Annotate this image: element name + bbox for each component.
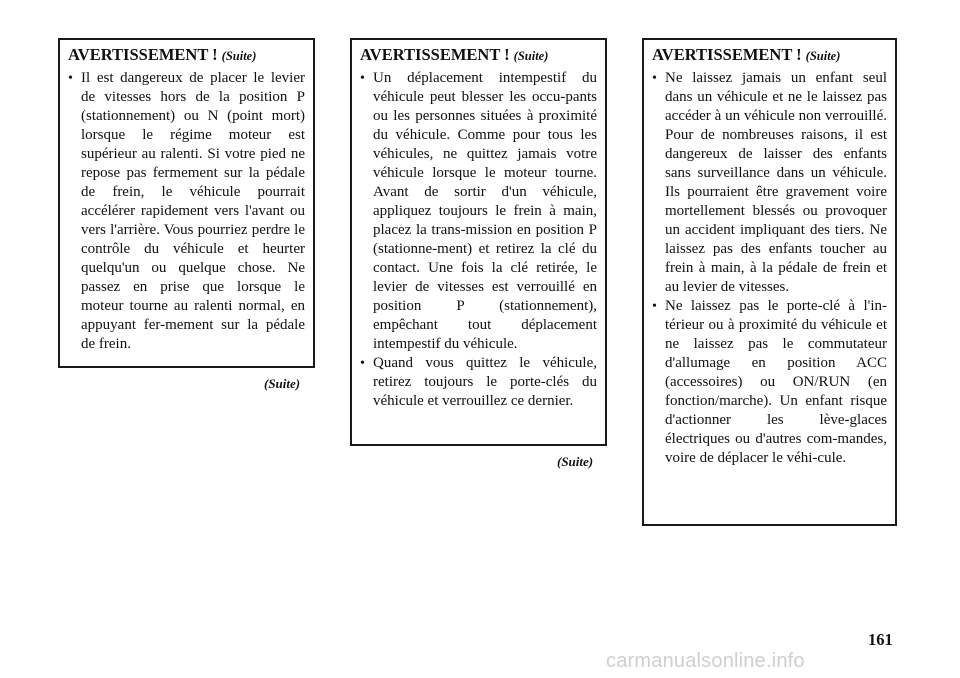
warning-item: • Un déplacement intempestif du véhicule peut blesser les occu-pants ou les personnes situées à proximité du véhicule. Comme pour tous les véhicules, ne quittez jamais votre véhicule lorsque le moteur tourne. Avant de sortir d'un véhicule, appliquez toujours le frein à main, placez la trans-mission en position P (stationne-ment) et retirez la clé du contact. Une fois la clé retirée, le levier de vitesses est verrouillé en position P (stationnement), empêchant tout déplacement intempestif du véhicule. [360, 69, 597, 354]
continued-label: (Suite) [221, 49, 257, 63]
warning-title: AVERTISSEMENT ! [68, 45, 218, 64]
warning-header [652, 44, 887, 67]
watermark: carmanualsonline.info [606, 650, 805, 672]
continued-footer: (Suite) [557, 454, 594, 469]
warning-item: • Il est dangereux de placer le levier de vitesses hors de la position P (stationnement) ou N (point mort) lorsque le régime moteur est supérieur au ralenti. Si votre pied ne repose pas fermement sur la pédale de frein, le véhicule pourrait accélérer rapidement vers l'avant ou vers l'arrière. Vous pourriez perdre le contrôle du véhicule et heurter quelqu'un ou quelque chose. Ne passez en prise que lorsque le moteur tourne au ralenti normal, en appuyant fer-mement sur la pédale de frein. [68, 69, 305, 354]
warning-title: AVERTISSEMENT ! [652, 45, 802, 64]
warning-box-3 [642, 38, 897, 526]
continued-footer: (Suite) [264, 376, 301, 391]
continued-label: (Suite) [805, 49, 841, 63]
warning-list [68, 69, 305, 354]
warning-list [652, 69, 887, 468]
continued-label: (Suite) [513, 49, 549, 63]
page-number: 161 [868, 630, 893, 649]
warning-header [68, 44, 305, 67]
warning-item: • Ne laissez jamais un enfant seul dans un véhicule et ne le laissez pas accéder à un véhicule non verrouillé. Pour de nombreuses raisons, il est dangereux de laisser des enfants sans surveillance dans un véhicule. Ils pourraient être gravement voire mortellement blessés ou provoquer un accident impliquant des tiers. Ne laissez pas des enfants toucher au frein à main, à la pédale de frein et au levier de vitesses. [652, 69, 887, 297]
warning-list [360, 69, 597, 411]
warning-item: • Quand vous quittez le véhicule, retirez toujours le porte-clés du véhicule et verrouillez ce dernier. [360, 354, 597, 411]
warning-box-1 [58, 38, 315, 368]
warning-item: • Ne laissez pas le porte-clé à l'in-térieur ou à proximité du véhicule et ne laissez pas le commutateur d'allumage en position ACC (accessoires) ou ON/RUN (en fonction/marche). Un enfant risque d'actionner les lève-glaces électriques ou d'autres com-mandes, voire de déplacer le véhi-cule. [652, 297, 887, 468]
warning-header [360, 44, 597, 67]
warning-box-2 [350, 38, 607, 446]
warning-title: AVERTISSEMENT ! [360, 45, 510, 64]
